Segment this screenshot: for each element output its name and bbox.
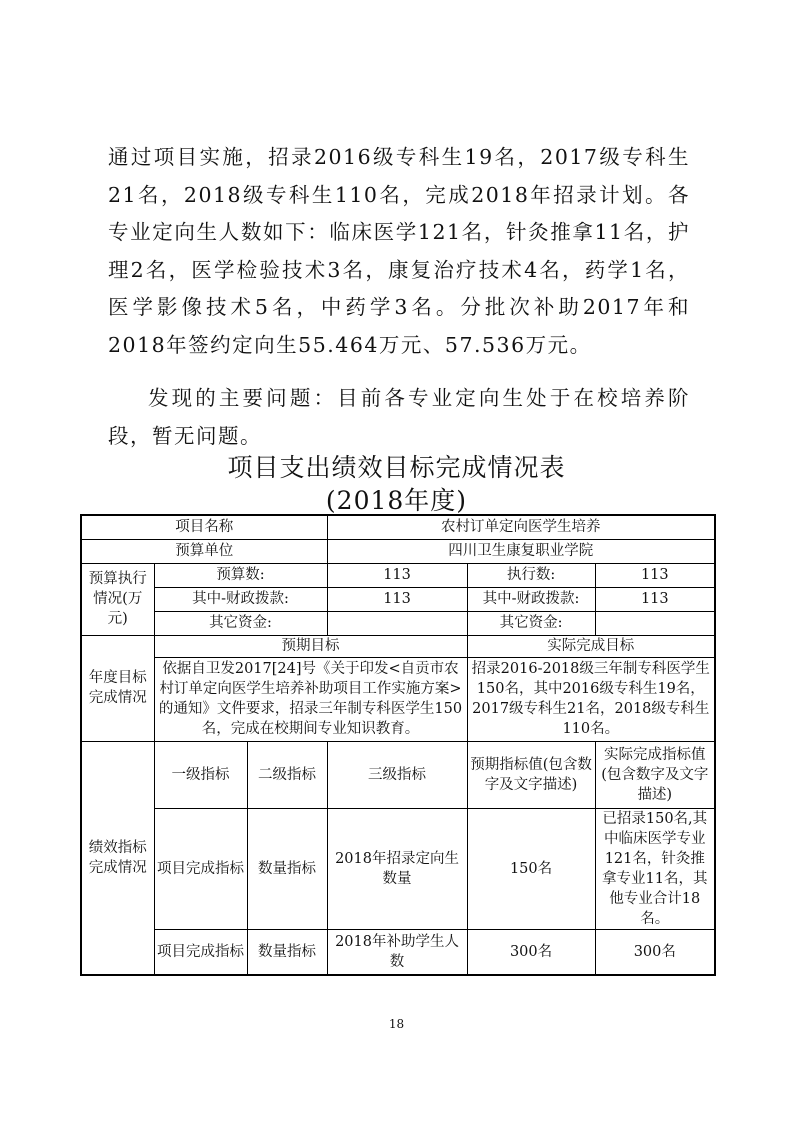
budget-unit-value: 四川卫生康复职业学院 bbox=[327, 539, 715, 563]
row1-level1: 项目完成指标 bbox=[154, 808, 247, 929]
table-row bbox=[81, 635, 715, 657]
budget-unit-label: 预算单位 bbox=[81, 539, 327, 563]
annual-target-label: 年度目标完成情况 bbox=[81, 635, 154, 741]
table-row bbox=[81, 611, 715, 635]
level2-header: 二级指标 bbox=[247, 741, 327, 808]
table-row bbox=[81, 539, 715, 563]
level1-header: 一级指标 bbox=[154, 741, 247, 808]
row2-actual: 300名 bbox=[595, 929, 715, 975]
row2-expected: 300名 bbox=[467, 929, 595, 975]
row2-level3: 2018年补助学生人数 bbox=[327, 929, 467, 975]
actual-target-text: 招录2016-2018级三年制专科医学生150名，其中2016级专科生19名，2017级专科生21名，2018级专科生110名。 bbox=[467, 657, 715, 741]
actual-target-header: 实际完成目标 bbox=[467, 635, 715, 657]
table-row bbox=[81, 515, 715, 539]
page-number: 18 bbox=[388, 1017, 405, 1031]
expected-target-text: 依据自卫发2017[24]号《关于印发<自贡市农村订单定向医学生培养补助项目工作实施方案>的通知》文件要求，招录三年制专科医学生150名，完成在校期间专业知识教育。 bbox=[154, 657, 467, 741]
table-subtitle: (2018年度) bbox=[325, 486, 468, 515]
actual-value-header: 实际完成指标值(包含数字及文字描述) bbox=[595, 741, 715, 808]
table-row bbox=[81, 587, 715, 611]
row1-expected: 150名 bbox=[467, 808, 595, 929]
perf-indicator-label: 绩效指标完成情况 bbox=[81, 741, 154, 975]
budget-amount-label: 预算数: bbox=[154, 563, 327, 587]
other-exec-value bbox=[595, 611, 715, 635]
fiscal-exec-label: 其中-财政拨款: bbox=[467, 587, 595, 611]
project-name-label: 项目名称 bbox=[81, 515, 327, 539]
exec-amount-label: 执行数: bbox=[467, 563, 595, 587]
other-budget-label: 其它资金: bbox=[154, 611, 327, 635]
fiscal-exec-value: 113 bbox=[595, 587, 715, 611]
fiscal-budget-value: 113 bbox=[327, 587, 467, 611]
budget-amount-value: 113 bbox=[327, 563, 467, 587]
fiscal-budget-label: 其中-财政拨款: bbox=[154, 587, 327, 611]
performance-table bbox=[80, 514, 716, 976]
level3-header: 三级指标 bbox=[327, 741, 467, 808]
table-title: 项目支出绩效目标完成情况表 bbox=[227, 453, 566, 482]
other-budget-value bbox=[327, 611, 467, 635]
row1-level2: 数量指标 bbox=[247, 808, 327, 929]
row2-level2: 数量指标 bbox=[247, 929, 327, 975]
body-paragraph-2: 发现的主要问题：目前各专业定向生处于在校培养阶段，暂无问题。 bbox=[108, 386, 690, 448]
other-exec-label: 其它资金: bbox=[467, 611, 595, 635]
row1-level3: 2018年招录定向生数量 bbox=[327, 808, 467, 929]
table-row bbox=[81, 657, 715, 741]
row1-actual: 已招录150名,其中临床医学专业121名，针灸推拿专业11名，其他专业合计18名。 bbox=[595, 808, 715, 929]
expected-value-header: 预期指标值(包含数字及文字描述) bbox=[467, 741, 595, 808]
table-row bbox=[81, 929, 715, 975]
expected-target-header: 预期目标 bbox=[154, 635, 467, 657]
table-row bbox=[81, 741, 715, 808]
table-row bbox=[81, 563, 715, 587]
project-name-value: 农村订单定向医学生培养 bbox=[327, 515, 715, 539]
row2-level1: 项目完成指标 bbox=[154, 929, 247, 975]
exec-amount-value: 113 bbox=[595, 563, 715, 587]
budget-exec-label: 预算执行情况(万元) bbox=[81, 563, 154, 635]
body-paragraph-1: 通过项目实施，招录2016级专科生19名，2017级专科生21名，2018级专科生110名，完成2018年招录计划。各专业定向生人数如下：临床医学121名，针灸推拿11名，护理2名，医学检验技术3名，康复治疗技术4名，药学1名，医学影像技术5名，中药学3名。分批次补助2017年和2018年签约定向生55.464万元、57.536万元。 bbox=[108, 145, 690, 357]
table-row bbox=[81, 808, 715, 929]
